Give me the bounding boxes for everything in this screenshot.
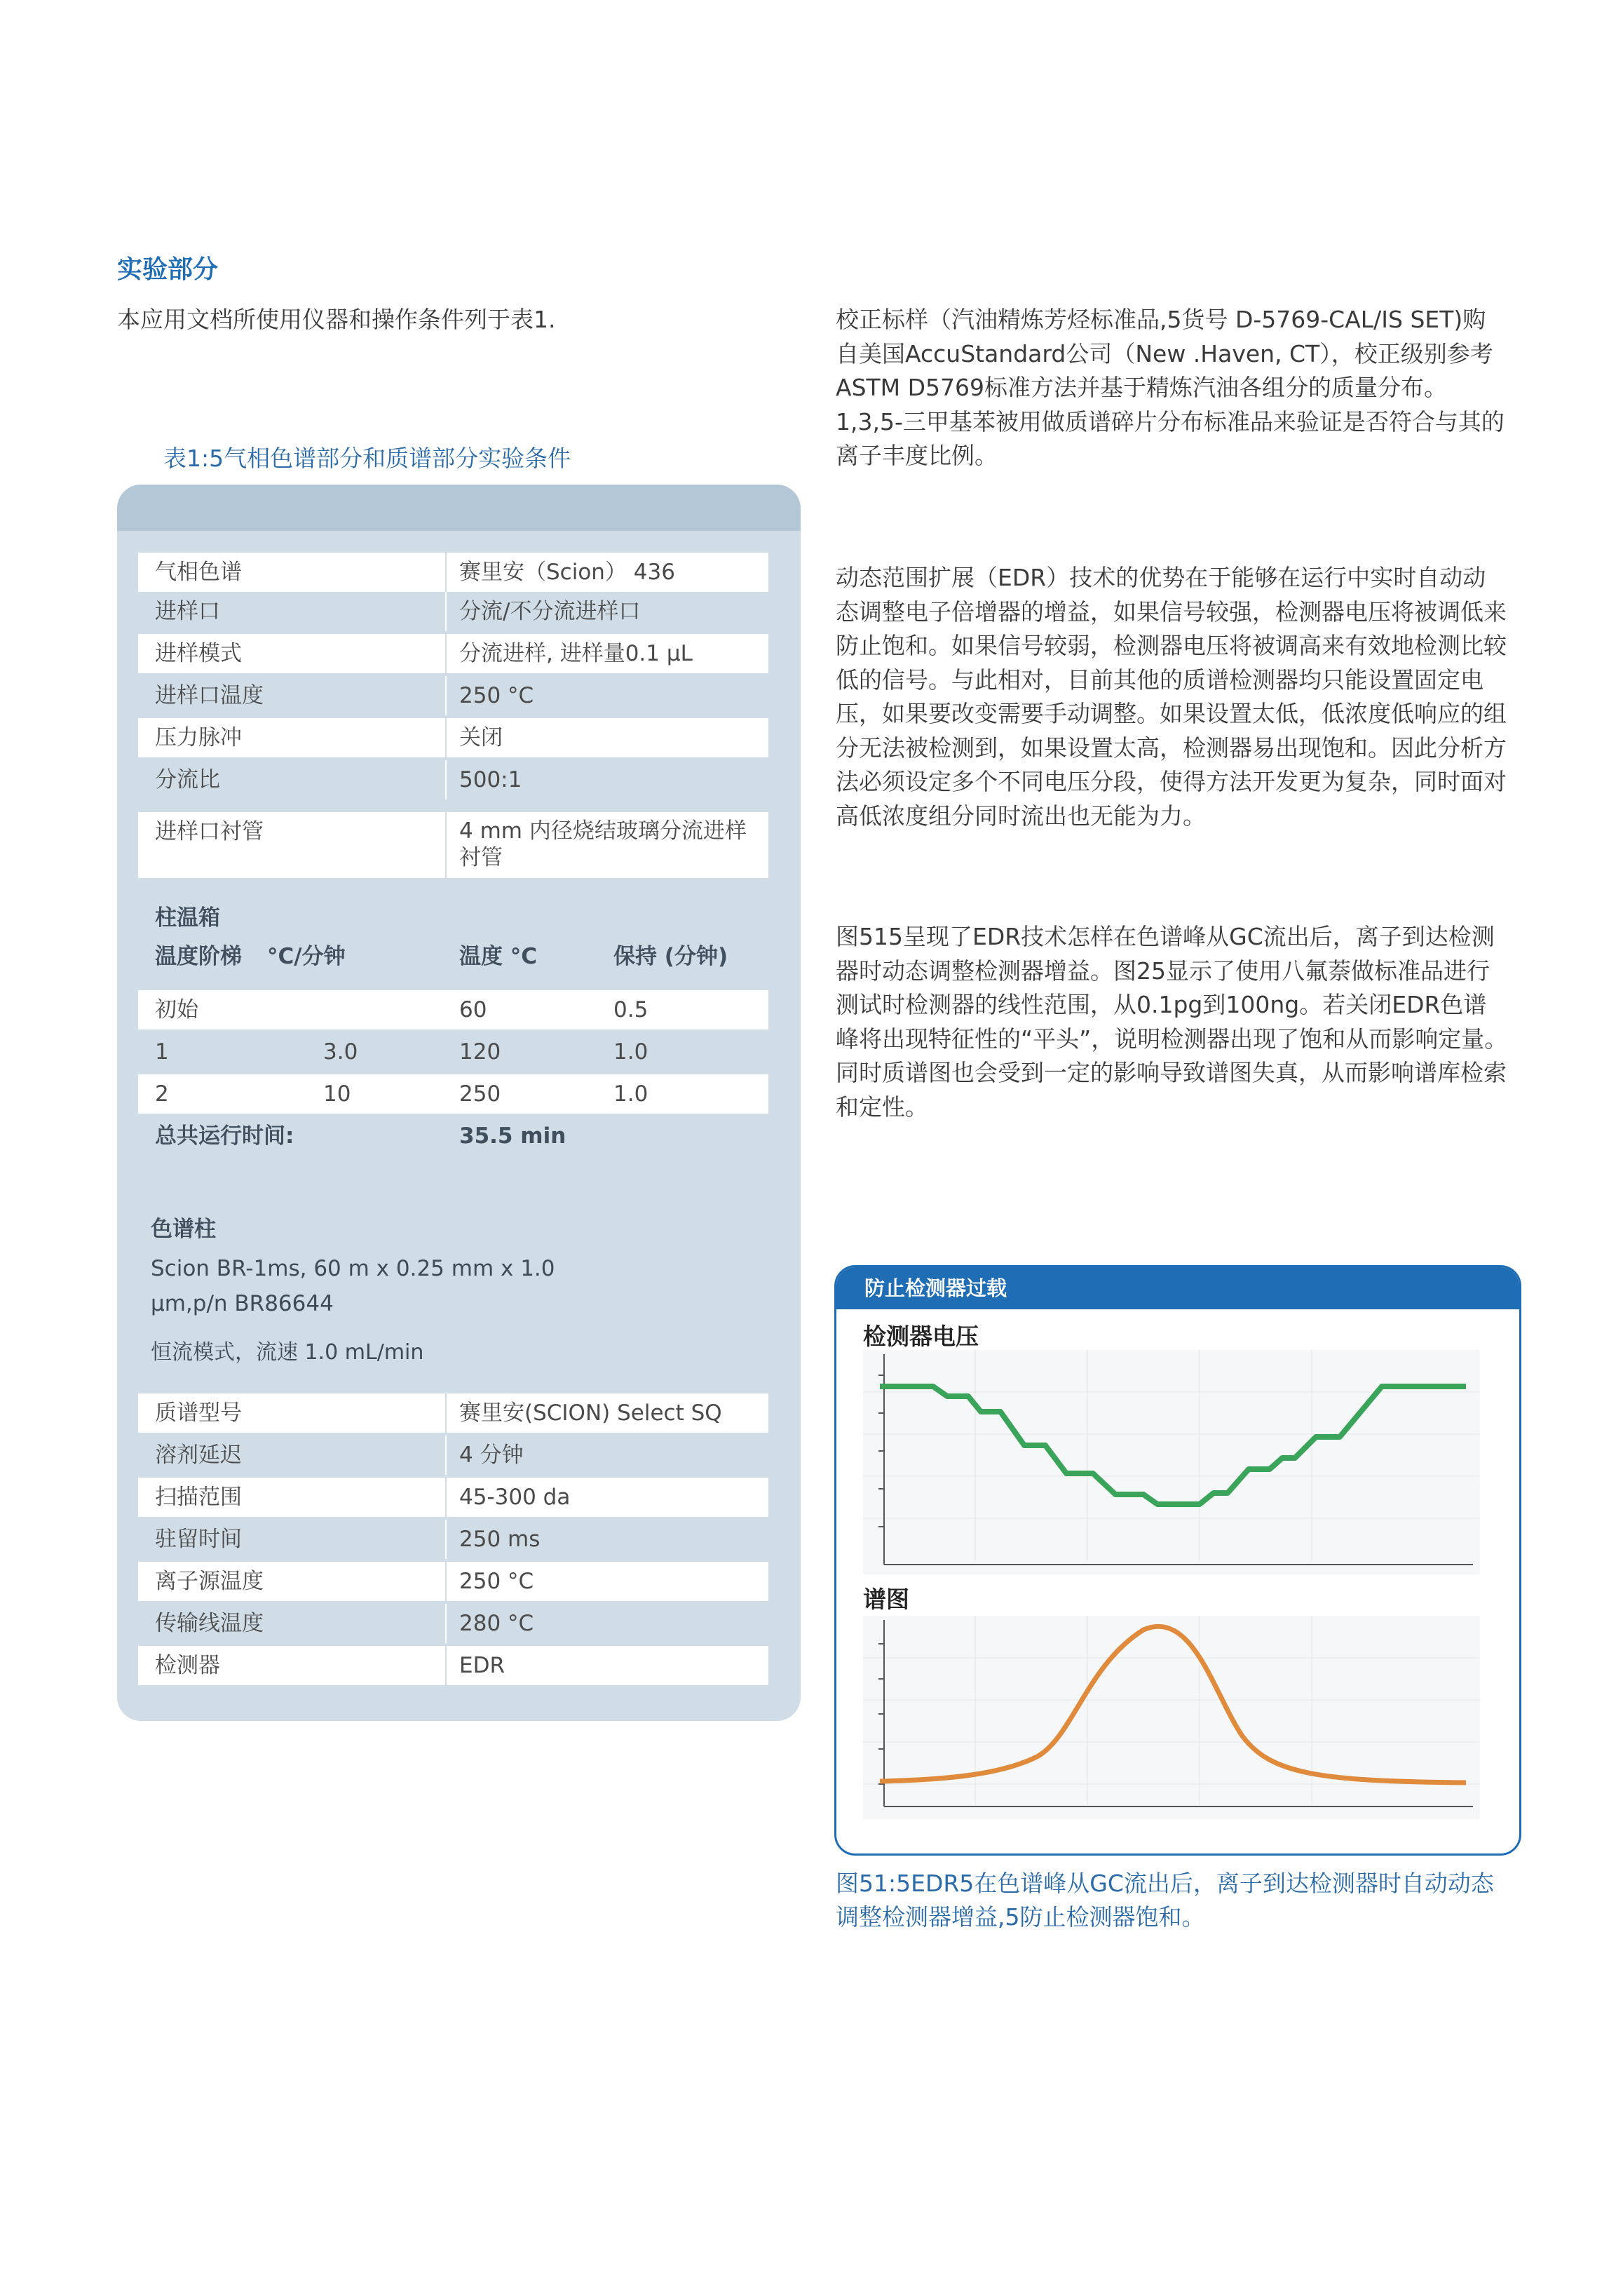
table-row xyxy=(138,990,768,1029)
row-value: 分流进样, 进样量0.1 μL xyxy=(459,641,693,666)
row-value: 4 分钟 xyxy=(459,1443,524,1468)
row-value: 250 ms xyxy=(459,1527,541,1552)
oven-total-row xyxy=(138,1116,768,1156)
column-title: 色谱柱 xyxy=(151,1217,216,1242)
oven-hold: 0.5 xyxy=(613,997,648,1022)
conditions-table xyxy=(117,485,801,1721)
table-row xyxy=(138,812,768,878)
table-row xyxy=(138,1478,768,1517)
row-value: 关闭 xyxy=(459,725,503,750)
oven-header-hold: 保持 (分钟) xyxy=(613,944,728,969)
row-label: 进样口温度 xyxy=(155,683,264,708)
row-value: 250 °C xyxy=(459,1569,534,1594)
row-value: 280 °C xyxy=(459,1611,534,1636)
oven-rate: 10 xyxy=(323,1081,351,1107)
row-label: 进样口衬管 xyxy=(155,819,264,844)
row-label: 进样模式 xyxy=(155,641,242,666)
row-label: 扫描范围 xyxy=(155,1485,242,1510)
table-row xyxy=(138,760,768,799)
table-row xyxy=(138,1646,768,1685)
table-row xyxy=(138,592,768,631)
row-value: 4 mm 内径烧结玻璃分流进样衬管 xyxy=(459,818,747,870)
oven-hold: 1.0 xyxy=(613,1039,648,1065)
table-row xyxy=(138,718,768,757)
table-row xyxy=(138,1393,768,1433)
oven-step: 2 xyxy=(155,1081,169,1107)
figure-caption: 图51:5EDR5在色谱峰从GC流出后，离子到达检测器时自动动态调整检测器增益,5防止检测器饱和。 xyxy=(836,1870,1494,1931)
oven-rate: 3.0 xyxy=(323,1039,358,1065)
row-label: 质谱型号 xyxy=(155,1400,242,1426)
table-row xyxy=(138,1520,768,1559)
row-label: 溶剂延迟 xyxy=(155,1443,242,1468)
paragraph-figure-description: 图515呈现了EDR技术怎样在色谱峰从GC流出后，离子到达检测器时动态调整检测器增益。图25显示了使用八氟萘做标准品进行测试时检测器的线性范围，从0.1pg到100ng。若关闭EDR色谱峰将出现特征性的“平头”，说明检测器出现了饱和从而影响定量。同时质谱图也会受到一定的影响导致谱图失真，从而影响谱库检索和定性。 xyxy=(836,923,1508,1121)
oven-temp: 60 xyxy=(459,997,487,1022)
paragraph-calibration: 校正标样（汽油精炼芳烃标准品,5货号 D-5769-CAL/IS SET)购自美国AccuStandard公司（New .Haven, CT），校正级别参考ASTM D5769标准方法并基于精炼汽油各组分的质量分布。 1,3,5-三甲基苯被用做质谱碎片分布标准品来验证是否符合与其的离子丰度比例。 xyxy=(836,306,1505,469)
total-runtime-value: 35.5 min xyxy=(459,1123,566,1149)
row-value: EDR xyxy=(459,1653,505,1678)
total-runtime-label: 总共运行时间: xyxy=(155,1123,294,1149)
row-value: 250 °C xyxy=(459,683,534,708)
oven-header-row xyxy=(138,937,768,976)
row-value: 500:1 xyxy=(459,767,522,792)
column-description-line2: μm,p/n BR86644 xyxy=(151,1291,334,1316)
figure-title: 防止检测器过载 xyxy=(864,1276,1007,1300)
row-value: 赛里安(SCION) Select SQ xyxy=(459,1400,722,1426)
table-caption: 表1:5气相色谱部分和质谱部分实验条件 xyxy=(163,445,571,472)
oven-header-ramp: 温度阶梯 xyxy=(155,944,242,969)
column-description-line1: Scion BR-1ms, 60 m x 0.25 mm x 1.0 xyxy=(151,1256,555,1281)
row-label: 压力脉冲 xyxy=(155,725,242,750)
row-label: 进样口 xyxy=(155,599,220,624)
paragraph-edr: 动态范围扩展（EDR）技术的优势在于能够在运行中实时自动动态调整电子倍增器的增益，如果信号较强，检测器电压将被调低来防止饱和。如果信号较弱，检测器电压将被调高来有效地检测比较低的信号。与此相对，目前其他的质谱检测器均只能设置固定电压，如果要改变需要手动调整。如果设置太低，低浓度低响应的组分无法被检测到，如果设置太高，检测器易出现饱和。因此分析方法必须设定多个不同电压分段，使得方法开发更为复杂，同时面对高低浓度组分同时流出也无能为力。 xyxy=(836,564,1507,830)
figure-title-bar xyxy=(836,1267,1519,1309)
oven-title: 柱温箱 xyxy=(155,905,220,931)
row-label: 气相色谱 xyxy=(155,560,242,585)
table-row xyxy=(138,676,768,715)
oven-step: 1 xyxy=(155,1039,169,1065)
oven-header-temp: 温度 °C xyxy=(459,944,538,969)
row-value: 分流/不分流进样口 xyxy=(459,599,641,624)
row-label: 分流比 xyxy=(155,767,220,792)
table-header-band xyxy=(117,485,801,531)
table-row xyxy=(138,1562,768,1601)
spectrum-chart xyxy=(863,1616,1480,1819)
row-label: 离子源温度 xyxy=(155,1569,264,1594)
voltage-chart-label: 检测器电压 xyxy=(863,1323,979,1350)
table-row xyxy=(138,553,768,592)
spectrum-chart-label: 谱图 xyxy=(863,1586,909,1613)
section-heading: 实验部分 xyxy=(117,255,219,284)
column-flow: 恒流模式，流速 1.0 mL/min xyxy=(151,1340,424,1365)
oven-step: 初始 xyxy=(155,997,198,1022)
oven-header-rate: °C/分钟 xyxy=(267,944,346,969)
row-label: 驻留时间 xyxy=(155,1527,242,1552)
spectrum-plot-area xyxy=(863,1616,1480,1819)
intro-text: 本应用文档所使用仪器和操作条件列于表1. xyxy=(117,306,556,333)
oven-hold: 1.0 xyxy=(613,1081,648,1107)
table-row xyxy=(138,1436,768,1475)
row-label: 检测器 xyxy=(155,1653,220,1678)
figure-box xyxy=(834,1265,1521,1856)
row-value: 45-300 da xyxy=(459,1485,571,1510)
voltage-chart xyxy=(863,1350,1480,1574)
row-value: 赛里安（Scion） 436 xyxy=(459,560,675,585)
oven-temp: 250 xyxy=(459,1081,501,1107)
table-row xyxy=(138,1604,768,1643)
table-row xyxy=(138,1032,768,1072)
oven-temp: 120 xyxy=(459,1039,501,1065)
row-label: 传输线温度 xyxy=(155,1611,264,1636)
table-row xyxy=(138,634,768,673)
table-row xyxy=(138,1074,768,1114)
